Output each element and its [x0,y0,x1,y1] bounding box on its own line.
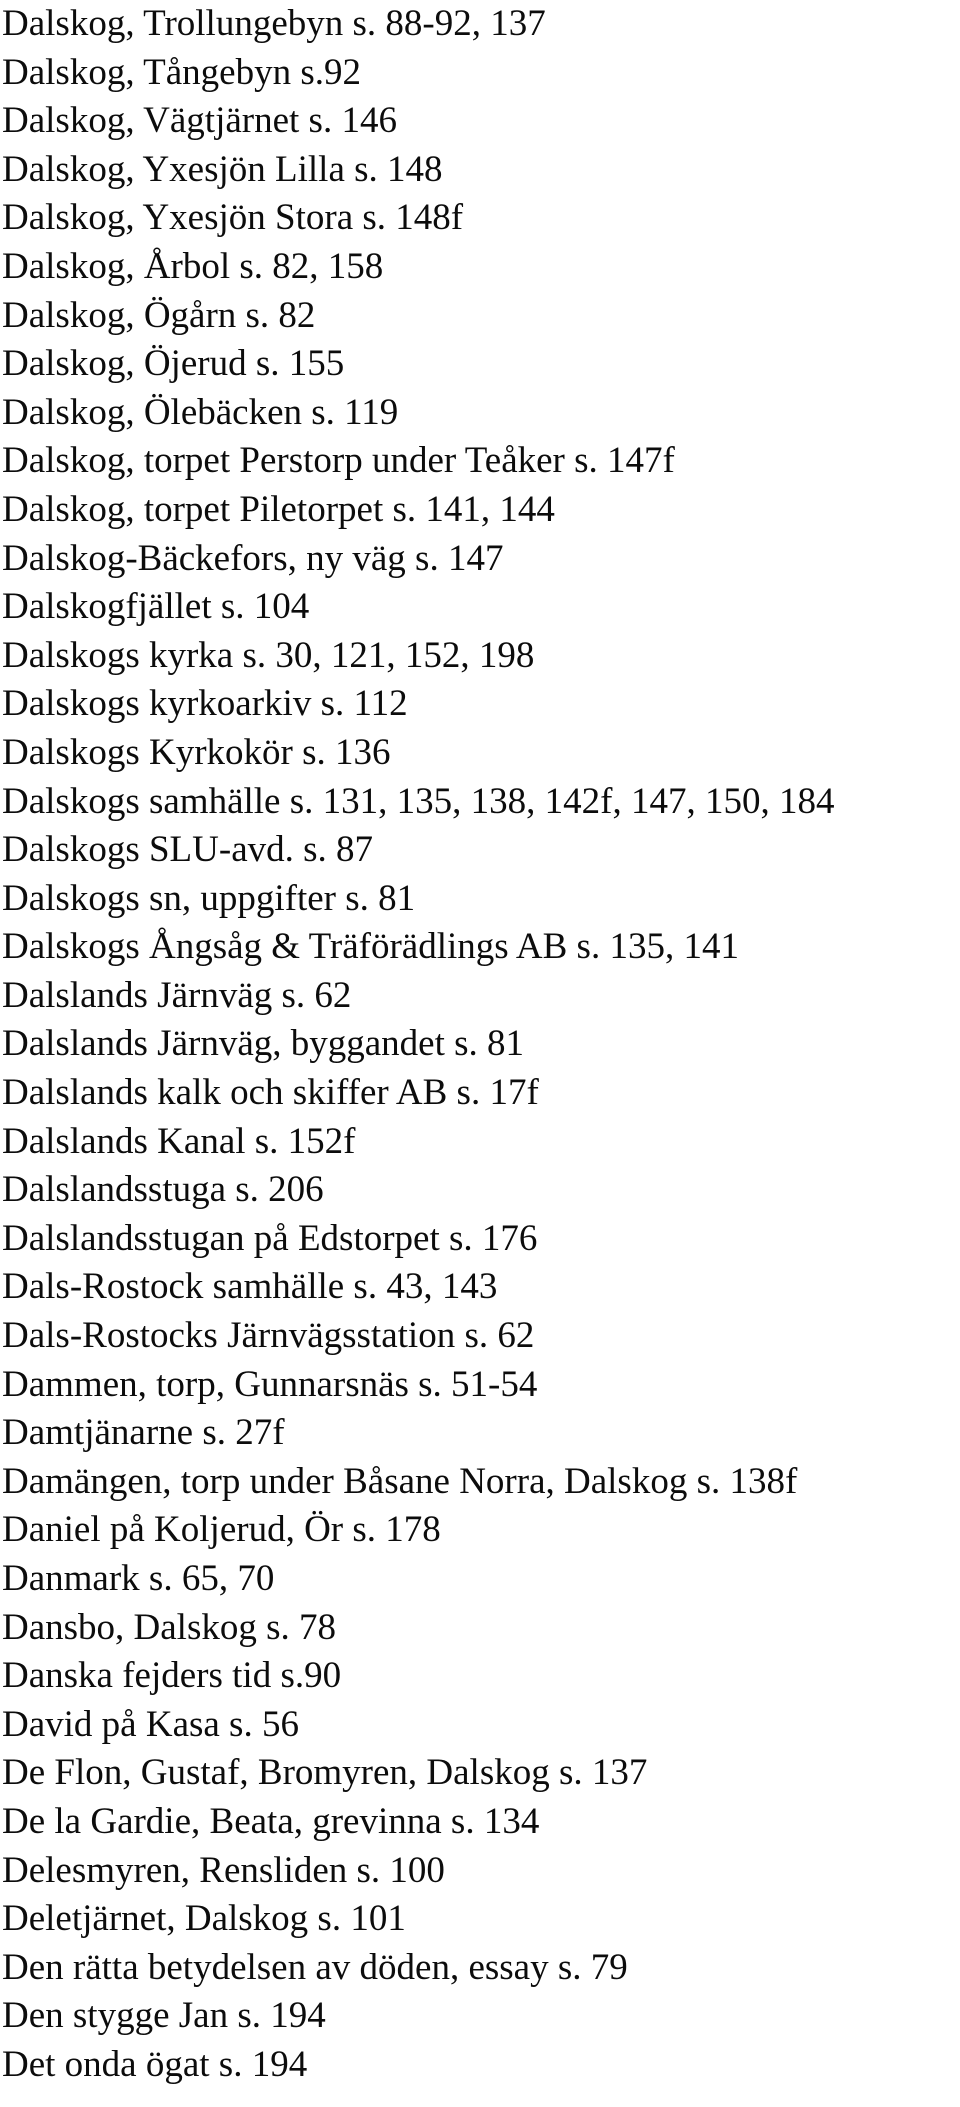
index-entry: De la Gardie, Beata, grevinna s. 134 [2,1800,540,1842]
index-entry: Danska fejders tid s.90 [2,1655,342,1697]
index-entry: Dalskog, Ögårn s. 82 [2,294,316,336]
index-entry: Damtjänarne s. 27f [2,1412,285,1454]
index-entry: Dalskogs sn, uppgifter s. 81 [2,877,416,919]
index-entry: Damängen, torp under Båsane Norra, Dalskog s. 138f [2,1460,798,1502]
index-entry: Dalskogs Kyrkokör s. 136 [2,731,391,773]
index-entry: Dalskogs kyrkoarkiv s. 112 [2,683,408,725]
index-entry: Dalskog, torpet Perstorp under Teåker s. 147f [2,440,675,482]
index-entry: Dals-Rostocks Järnvägsstation s. 62 [2,1315,535,1357]
index-entry: David på Kasa s. 56 [2,1703,299,1745]
index-entry: Dansbo, Dalskog s. 78 [2,1606,337,1648]
index-entry: Dalskogs Ångsåg & Träförädlings AB s. 135, 141 [2,926,739,968]
index-entry: Dalskog, Yxesjön Lilla s. 148 [2,148,443,190]
index-entry: Dalskogfjället s. 104 [2,586,310,628]
index-entry: Dalslands Järnväg s. 62 [2,974,352,1016]
index-entry: Dalslands Järnväg, byggandet s. 81 [2,1023,525,1065]
index-entry: Dalslands Kanal s. 152f [2,1120,356,1162]
index-entry: Den stygge Jan s. 194 [2,1995,326,2037]
index-entry: Dalskog, Trollungebyn s. 88-92, 137 [2,3,546,44]
index-entry: Dalskog, Vägtjärnet s. 146 [2,100,397,142]
index-entry: Dals-Rostock samhälle s. 43, 143 [2,1266,498,1308]
index-entry: Danmark s. 65, 70 [2,1558,275,1599]
index-entry: Delesmyren, Rensliden s. 100 [2,1849,445,1891]
index-entry: Det onda ögat s. 194 [2,2043,308,2085]
index-entry: De Flon, Gustaf, Bromyren, Dalskog s. 137 [2,1752,648,1794]
index-entry: Dalskogs kyrka s. 30, 121, 152, 198 [2,634,535,676]
index-entry: Dalslandsstugan på Edstorpet s. 176 [2,1217,538,1259]
index-entry: Dalslandsstuga s. 206 [2,1169,324,1211]
index-entry: Dalskog, Tångebyn s.92 [2,51,361,93]
index-entry: Den rätta betydelsen av döden, essay s. 79 [2,1946,628,1988]
index-entry: Daniel på Koljerud, Ör s. 178 [2,1509,441,1551]
index-entry: Dalskogs samhälle s. 131, 135, 138, 142f, 147, 150, 184 [2,780,835,822]
index-entry: Deletjärnet, Dalskog s. 101 [2,1898,406,1940]
index-entry: Dammen, torp, Gunnarsnäs s. 51-54 [2,1363,538,1405]
index-entry: Dalskog-Bäckefors, ny väg s. 147 [2,537,504,579]
index-entry: Dalskog, Yxesjön Stora s. 148f [2,197,464,239]
index-entry: Dalskog, Årbol s. 82, 158 [2,245,384,287]
index-entry-list [2,0,834,2090]
index-entry: Dalskog, Ölebäcken s. 119 [2,391,399,433]
index-entry: Dalslands kalk och skiffer AB s. 17f [2,1072,539,1114]
index-entry: Dalskog, torpet Piletorpet s. 141, 144 [2,488,555,530]
index-entry: Dalskogs SLU-avd. s. 87 [2,829,374,871]
index-entry: Dalskog, Öjerud s. 155 [2,343,345,385]
